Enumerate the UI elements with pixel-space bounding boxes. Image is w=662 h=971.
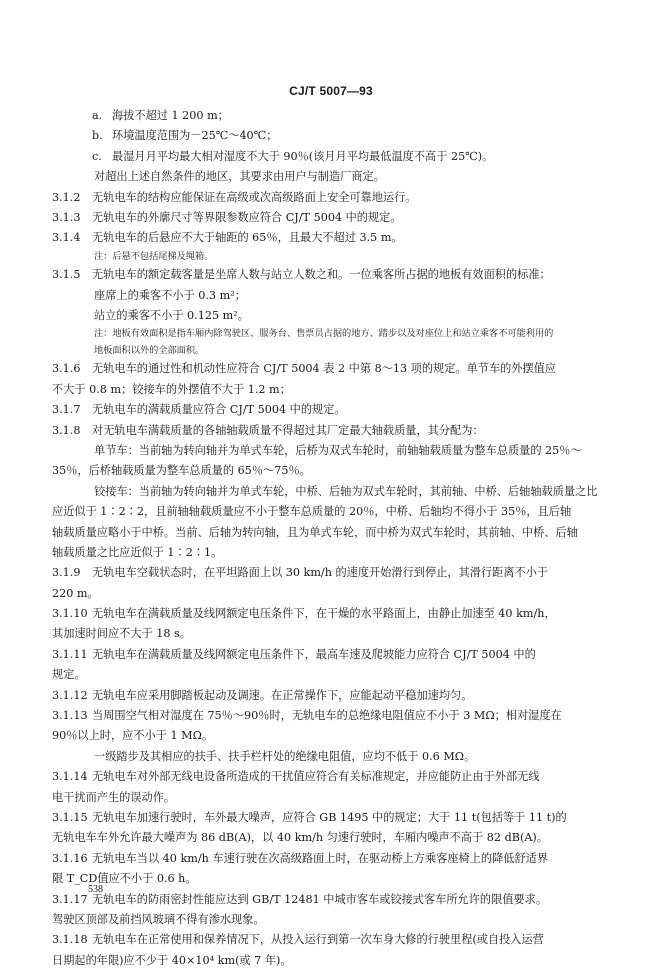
clause-text: 无轨电车的后悬应不大于轴距的 65％，且最大不超过 3.5 m。 [92,231,403,245]
clause-continuation: 轴载质量应略小于中桥。当前、后轴为转向轴，且为单式车轮，而中桥为双式车轮时，其前轴、中桥、后轴 [52,525,578,539]
clause-number: 3.1.17 [52,892,88,906]
clause-number: 3.1.9 [52,566,81,580]
clause-number: 3.1.7 [52,403,81,417]
clause-continuation: 220 m。 [52,586,99,600]
clause-3-1-7 [52,400,612,420]
clause-3-1-9 [52,563,612,583]
clause-text: 无轨电车加速行驶时，车外最大噪声，应符合 GB 1495 中的规定；大于 11 t(包括等于 11 t)的 [92,811,567,824]
clause-text: 无轨电车应采用脚踏板起动及调速。在正常操作下，应能起动平稳加速均匀。 [92,688,473,702]
clause-number: 3.1.5 [52,268,81,282]
clause-3-1-18 [52,930,612,950]
list-item [52,106,612,126]
clause-number: 3.1.13 [52,709,88,723]
clause-number: 3.1.6 [52,362,81,376]
list-item [52,147,612,167]
clause-3-1-15 [52,808,612,828]
page-body [52,106,612,971]
clause-continuation: 座席上的乘客不小于 0.3 m²； [94,288,246,302]
clause-continuation: 一级踏步及其相应的扶手、扶手栏杆处的绝缘电阻值，应均不低于 0.6 MΩ。 [94,749,476,763]
clause-text: 无轨电车的额定载客量是坐席人数与站立人数之和。一位乘客所占据的地板有效面积的标准： [92,268,551,282]
clause-continuation: 90％以上时，应不小于 1 MΩ。 [52,729,214,743]
clause-continuation: 限 T_CD值应不小于 0.6 h。 [52,872,197,886]
list-item [52,126,612,146]
clause-text: 无轨电车空载状态时，在平坦路面上以 30 km/h 的速度开始滑行到停止，其滑行距离不小于 [92,566,549,580]
note-continuation: 地板面积以外的全部面积。 [94,344,205,356]
clause-3-1-8 [52,421,612,441]
clause-number: 3.1.3 [52,210,81,224]
clause-text: 对无轨电车满载质量的各轴轴载质量不得超过其厂定最大轴载质量，其分配为： [92,423,484,437]
page-number: 538 [88,884,103,895]
list-text: 环境温度范围为－25℃～40℃； [112,129,278,143]
clause-3-1-13 [52,706,612,726]
clause-3-1-4 [52,228,612,248]
clause-3-1-2 [52,188,612,208]
clause-continuation: 其加速时间应不大于 18 s。 [52,627,191,641]
clause-continuation: 单节车：当前轴为转向轴并为单式车轮，后桥为双式车轮时，前轴轴载质量为整车总质量的 25％～ [94,443,582,457]
paragraph: 对超出上述自然条件的地区，其要求由用户与制造厂商定。 [94,170,385,184]
clause-text: 无轨电车在正常使用和保养情况下，从投入运行到第一次车身大修的行驶里程(或自投入运营 [92,933,544,947]
list-text: 最湿月月平均最大相对湿度不大于 90％(该月月平均最低温度不高于 25℃)。 [112,149,494,163]
clause-number: 3.1.2 [52,190,81,204]
note: 注：后悬不包括尾梯及绳箱。 [94,250,214,262]
clause-3-1-10 [52,604,612,624]
clause-number: 3.1.11 [52,647,88,661]
clause-continuation: 铰接车：当前轴为转向轴并为单式车轮，中桥、后轴为双式车轮时，其前轴、中桥、后轴轴载质量之比 [94,484,598,498]
clause-text: 当周围空气相对湿度在 75％～90％时，无轨电车的总绝缘电阻值应不小于 3 MΩ；相对湿度在 [92,709,562,723]
clause-text: 无轨电车对外部无线电设备所造成的干扰值应符合有关标准规定，并应能防止由于外部无线 [92,770,540,784]
clause-3-1-16 [52,849,612,869]
clause-text: 无轨电车的外廓尺寸等界限参数应符合 CJ/T 5004 中的规定。 [92,210,402,224]
clause-number: 3.1.15 [52,811,88,824]
clause-number: 3.1.4 [52,231,81,245]
list-marker: b. [92,129,103,143]
clause-text: 无轨电车的防雨密封性能应达到 GB/T 12481 中城市客车或铰接式客车所允许的限值要求。 [92,892,548,906]
clause-continuation: 规定。 [52,668,86,682]
clause-number: 3.1.18 [52,933,88,947]
clause-3-1-17 [52,890,612,910]
list-text: 海拔不超过 1 200 m； [112,109,229,122]
clause-continuation: 不大于 0.8 m；铰接车的外摆值不大于 1.2 m； [52,382,291,396]
note: 注：地板有效面积是指车厢内除驾驶区、服务台、售票员占据的地方、踏步以及对座位上和站立乘客不可能利用的 [94,328,554,340]
clause-3-1-11 [52,645,612,665]
clause-number: 3.1.10 [52,607,88,621]
list-marker: a. [92,109,103,122]
clause-3-1-14 [52,767,612,787]
clause-3-1-6 [52,359,612,379]
clause-continuation: 电干扰而产生的误动作。 [52,790,176,804]
clause-text: 无轨电车的满载质量应符合 CJ/T 5004 中的规定。 [92,403,346,417]
clause-text: 无轨电车的结构应能保证在高级或次高级路面上安全可靠地运行。 [92,190,417,204]
clause-continuation: 35％，后桥轴载质量为整车总质量的 65％～75％。 [52,464,311,478]
clause-text: 无轨电车的通过性和机动性应符合 CJ/T 5004 表 2 中第 8～13 项的规定。单节车的外摆值应 [92,362,557,376]
clause-number: 3.1.16 [52,851,88,865]
clause-continuation: 应近似于 1∶2∶2，且前轴轴载质量应不小于整车总质量的 20％，中桥、后轴均不得小于 35％，且后轴 [52,505,572,519]
clause-continuation: 轴载质量之比应近似于 1∶2∶1。 [52,545,223,559]
clause-continuation: 站立的乘客不小于 0.125 m²。 [94,309,249,323]
clause-number: 3.1.14 [52,770,88,784]
clause-text: 无轨电车在满载质量及线网额定电压条件下，最高车速及爬坡能力应符合 CJ/T 5004 中的 [92,647,536,661]
clause-number: 3.1.12 [52,688,88,702]
clause-3-1-3 [52,208,612,228]
document-code-header: CJ/T 5007—93 [289,84,373,98]
clause-3-1-5 [52,265,612,285]
clause-3-1-12 [52,686,612,706]
clause-continuation: 日期起的年限)应不少于 40×10⁴ km(或 7 年)。 [52,953,292,967]
list-marker: c. [92,149,102,163]
clause-text: 无轨电车在满载质量及线网额定电压条件下，在干燥的水平路面上，由静止加速至 40 km/h， [92,607,556,621]
clause-text: 无轨电车当以 40 km/h 车速行驶在次高级路面上时，在驱动桥上方乘客座椅上的降低舒适界 [92,851,549,865]
clause-number: 3.1.8 [52,423,81,437]
clause-continuation: 无轨电车车外允许最大噪声为 86 dB(A)，以 40 km/h 匀速行驶时，车厢内噪声不高于 82 dB(A)。 [52,831,548,845]
clause-continuation: 驾驶区顶部及前挡风玻璃不得有渗水现象。 [52,912,265,926]
